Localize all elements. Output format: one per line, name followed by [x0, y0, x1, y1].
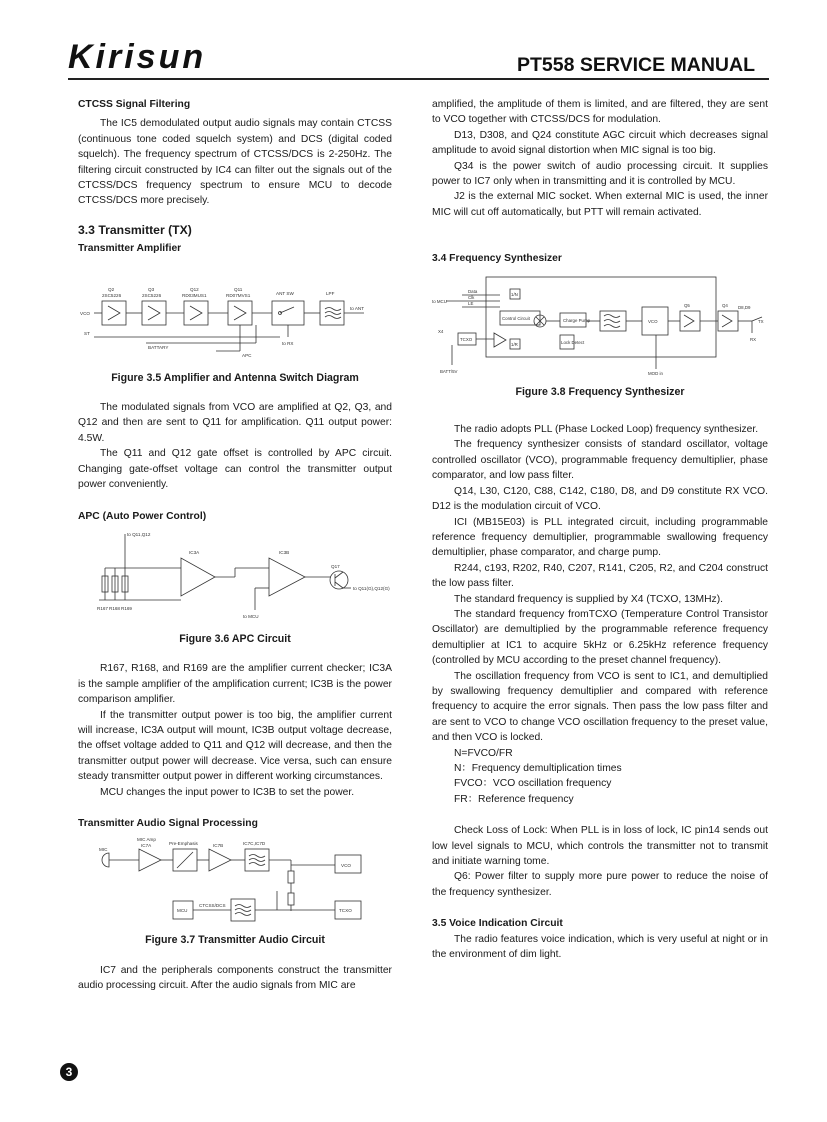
manual-title: PT558 SERVICE MANUAL — [516, 54, 755, 76]
fig35-q3-part: 2SC5226 — [142, 292, 162, 298]
fig36-q17-label: Q17 — [331, 563, 340, 569]
fig35-apc-label: APC — [242, 352, 252, 358]
fig38-tx-label: TX — [758, 318, 764, 324]
figure-3-7-diagram — [95, 835, 375, 927]
fig38-vco-label: VCO — [648, 318, 658, 324]
synth-paragraph-7: The standard frequency fromTCXO (Temperature Control Transistor Oscillator) are demultiplied by the programmable reference frequency demultiplier at IC1 to acquire 5kHz or 6.25kHz reference frequency (controlled by MCU according to the preset channel frequency). — [432, 608, 768, 667]
fig35-torx-label: to RX — [282, 340, 294, 346]
fig35-q3-label: Q3 — [148, 286, 155, 292]
figure-3-7-caption: Figure 3.7 Transmitter Audio Circuit — [145, 934, 325, 947]
fig37-periph-label: Pre-Emphasis — [169, 841, 198, 847]
fig36-toq2-label: to Q11(G),Q12(G) — [353, 585, 390, 591]
fig38-d8d9-label: D8,D9 — [738, 304, 751, 310]
fig36-tomcu-label: to MCU — [243, 613, 259, 619]
fig36-r167-label: R167 — [97, 605, 108, 611]
fig37-mic-label: MIC — [99, 847, 108, 853]
fig35-q12-part: RD03MUS1 — [182, 292, 207, 298]
fig35-toant-label: to ANT — [350, 305, 365, 311]
fig38-tomcu-label: to MCU — [432, 298, 447, 304]
ctcss-heading: CTCSS Signal Filtering — [78, 99, 191, 110]
synth-paragraph-6: The standard frequency is supplied by X4 (TCXO, 13MHz). — [454, 593, 723, 605]
fig38-clk-label: Clk — [468, 294, 475, 300]
fig36-ic3b-label: IC3B — [279, 549, 290, 555]
fig36-r168-label: R168 — [109, 605, 120, 611]
tx-section-heading: 3.3 Transmitter (TX) — [78, 222, 192, 237]
equation-fvco-def: FVCO：VCO oscillation frequency — [454, 778, 612, 790]
fig38-le-label: LE — [468, 300, 474, 306]
fig35-q12-label: Q12 — [190, 286, 199, 292]
fig35-vco-label: VCO — [80, 310, 90, 316]
fig35-q11-part: RD07MVS1 — [226, 292, 251, 298]
fig36-r169-label: R169 — [121, 605, 132, 611]
apc-paragraph-2: If the transmitter output power is too big, the amplifier current will increase, IC3A output will mount, IC3B output voltage decrease, the offset voltage added to Q11 and Q12 will decrease, and then the transmitter output power will decrease. Vice versa, such can ensure steady transmitter output power in different working circumstances. — [78, 709, 392, 783]
left-column — [78, 97, 392, 994]
ctcss-paragraph: The IC5 demodulated output audio signals may contain CTCSS (continuous tone coded squelch system) and DCS (digital coded squelch). The frequency spectrum of CTCSS/DCS is 2-250Hz. The filtering circuit constructed by IC4 can filter out the signals out of the CTCSS/DCS frequency spectrum to ensure MCU to decode CTCSS/DCS more precisely. — [78, 118, 392, 207]
apc-paragraph-3: MCU changes the input power to IC3B to set the power. — [100, 786, 355, 798]
fig35-lpf-label: LPF — [326, 290, 335, 296]
header-rule — [68, 78, 769, 80]
fig38-modin-label: MOD in — [648, 370, 663, 376]
synth-heading: 3.4 Frequency Synthesizer — [432, 253, 562, 265]
q6-paragraph: Q6: Power filter to supply more pure power to reduce the noise of the frequency synthesizer. — [432, 871, 768, 898]
fig37-ic7a-label: IC7A — [141, 843, 152, 849]
fig38-charge-label: Charge Pump — [563, 317, 591, 323]
j2-paragraph: J2 is the external MIC socket. When external MIC is used, the inner MIC will cut off automatically, but PTT will remain activated. — [432, 191, 768, 218]
fig37-ic7b-label: IC7B — [213, 843, 224, 849]
synth-paragraph-4: ICI (MB15E03) is PLL integrated circuit, including programmable reference frequency demultiplier, programmable swallowing frequency demultiplier, phase comparator, and charge pump. — [432, 516, 768, 559]
lock-paragraph: Check Loss of Lock: When PLL is in loss of lock, IC pin14 sends out low level signals to MCU, which controls the transmitter not to transmit and initiate warning tome. — [432, 825, 768, 868]
equation-n-def: N：Frequency demultiplication times — [454, 763, 622, 774]
figure-3-8-diagram — [432, 271, 768, 379]
q34-paragraph: Q34 is the power switch of audio processing circuit. It supplies power to IC7 only when in transmitting and it is controlled by MCU. — [432, 160, 768, 188]
synth-paragraph-5: R244, c193, R202, R40, C207, R141, C205, R2, and C204 construct the low pass filter. — [432, 562, 768, 590]
fig38-data-label: Data — [468, 288, 478, 294]
figure-3-6-caption: Figure 3.6 APC Circuit — [179, 632, 291, 645]
fig35-antsw-label: ANT SW — [276, 290, 294, 296]
fig35-q2-label: Q2 — [108, 286, 115, 292]
fig36-ic3a-label: IC3A — [189, 549, 200, 555]
equation-fr-def: FR：Reference frequency — [454, 793, 574, 805]
fig37-mcu-label: MCU — [177, 908, 188, 914]
brand-logo: Kirisun — [68, 38, 207, 76]
fig38-q4-label: Q4 — [722, 302, 728, 308]
apc-heading: APC (Auto Power Control) — [78, 510, 207, 522]
fig37-tcxo-label: TCXO — [339, 908, 352, 914]
equation-n: N=FVCO/FR — [454, 747, 513, 759]
amp-heading: Transmitter Amplifier — [78, 243, 182, 255]
figure-3-5-caption: Figure 3.5 Amplifier and Antenna Switch Diagram — [111, 371, 359, 384]
figure-3-8-caption: Figure 3.8 Frequency Synthesizer — [515, 385, 685, 398]
fig37-ic7c-label: IC7C,IC7D — [243, 841, 266, 847]
synth-paragraph-1: The radio adopts PLL (Phase Locked Loop) frequency synthesizer. — [454, 424, 759, 436]
audio-continued-paragraph: amplified, the amplitude of them is limited, and are filtered, they are sent to VCO together with CTCSS/DCS for modulation. — [432, 99, 768, 126]
amp-paragraph-1: The modulated signals from VCO are amplified at Q2, Q3, and Q12 and then are sent to Q11 for amplification. Q11 output power: 4.5W. — [78, 402, 392, 444]
fig35-q11-label: Q11 — [234, 286, 243, 292]
right-column — [432, 97, 768, 962]
fig35-battary-label: BATTARY — [148, 344, 169, 350]
page-number: 3 — [60, 1063, 78, 1081]
fig38-bat-label: BATT/5V — [440, 368, 458, 374]
figure-3-6-diagram — [85, 528, 390, 626]
fig38-tcxo-label: TCXO — [460, 336, 473, 342]
fig38-x4-label: X4 — [438, 328, 444, 334]
fig37-micamp-label: MIC Amp — [137, 837, 156, 843]
audio-heading: Transmitter Audio Signal Processing — [78, 817, 258, 829]
synth-paragraph-8: The oscillation frequency from VCO is sent to IC1, and demultiplied by swallowing frequency demultiplier and compared with reference frequency to acquire the error signals. Then pass the low pass filter and are sent to VCO to change VCO oscillation frequency to the preset value, and then VCO is locked. — [432, 670, 768, 744]
fig36-toq-label: to Q11,Q12 — [127, 531, 151, 537]
synth-paragraph-3: Q14, L30, C120, C88, C142, C180, D8, and D9 constitute RX VCO. D12 is the modulation circuit of VCO. — [432, 485, 768, 513]
d13-paragraph: D13, D308, and Q24 constitute AGC circuit which decreases signal amplitude to avoid signal distortion when MIC signal is too big. — [432, 129, 768, 157]
fig38-r-label: 1/R — [511, 341, 518, 347]
synth-paragraph-2: The frequency synthesizer consists of standard oscillator, voltage controlled oscillator (VCO), programmable frequency demultiplier, phase comparator, and low pass filter. — [432, 439, 768, 482]
voice-heading: 3.5 Voice Indication Circuit — [432, 918, 563, 930]
fig38-ctrl-label: Control Circuit — [502, 315, 530, 321]
fig38-detect-label: Lock Detect — [561, 339, 585, 345]
fig37-ctcss-label: CTCSS/DCS — [199, 903, 226, 909]
fig35-q2-part: 2SC5226 — [102, 292, 122, 298]
fig35-st-label: ST — [84, 330, 90, 336]
voice-paragraph: The radio features voice indication, which is very useful at night or in the environment of dim light. — [432, 933, 768, 961]
apc-paragraph-1: R167, R168, and R169 are the amplifier current checker; IC3A is the sample amplifier of the amplification current; IC3B is the power comparison amplifier. — [78, 663, 392, 706]
figure-3-5-diagram — [80, 261, 390, 365]
fig37-vco-label: VCO — [341, 863, 351, 869]
fig38-n-label: 1/N — [511, 291, 518, 297]
audio-paragraph-1: IC7 and the peripherals components construct the transmitter audio processing circuit. After the audio signals from MIC are — [78, 964, 392, 992]
fig38-rx-label: RX — [750, 336, 757, 342]
fig38-q5-label: Q5 — [684, 302, 690, 308]
amp-paragraph-2: The Q11 and Q12 gate offset is controlled by APC circuit. Changing gate-offset voltage can control the transmitter output power conveniently. — [78, 448, 392, 491]
